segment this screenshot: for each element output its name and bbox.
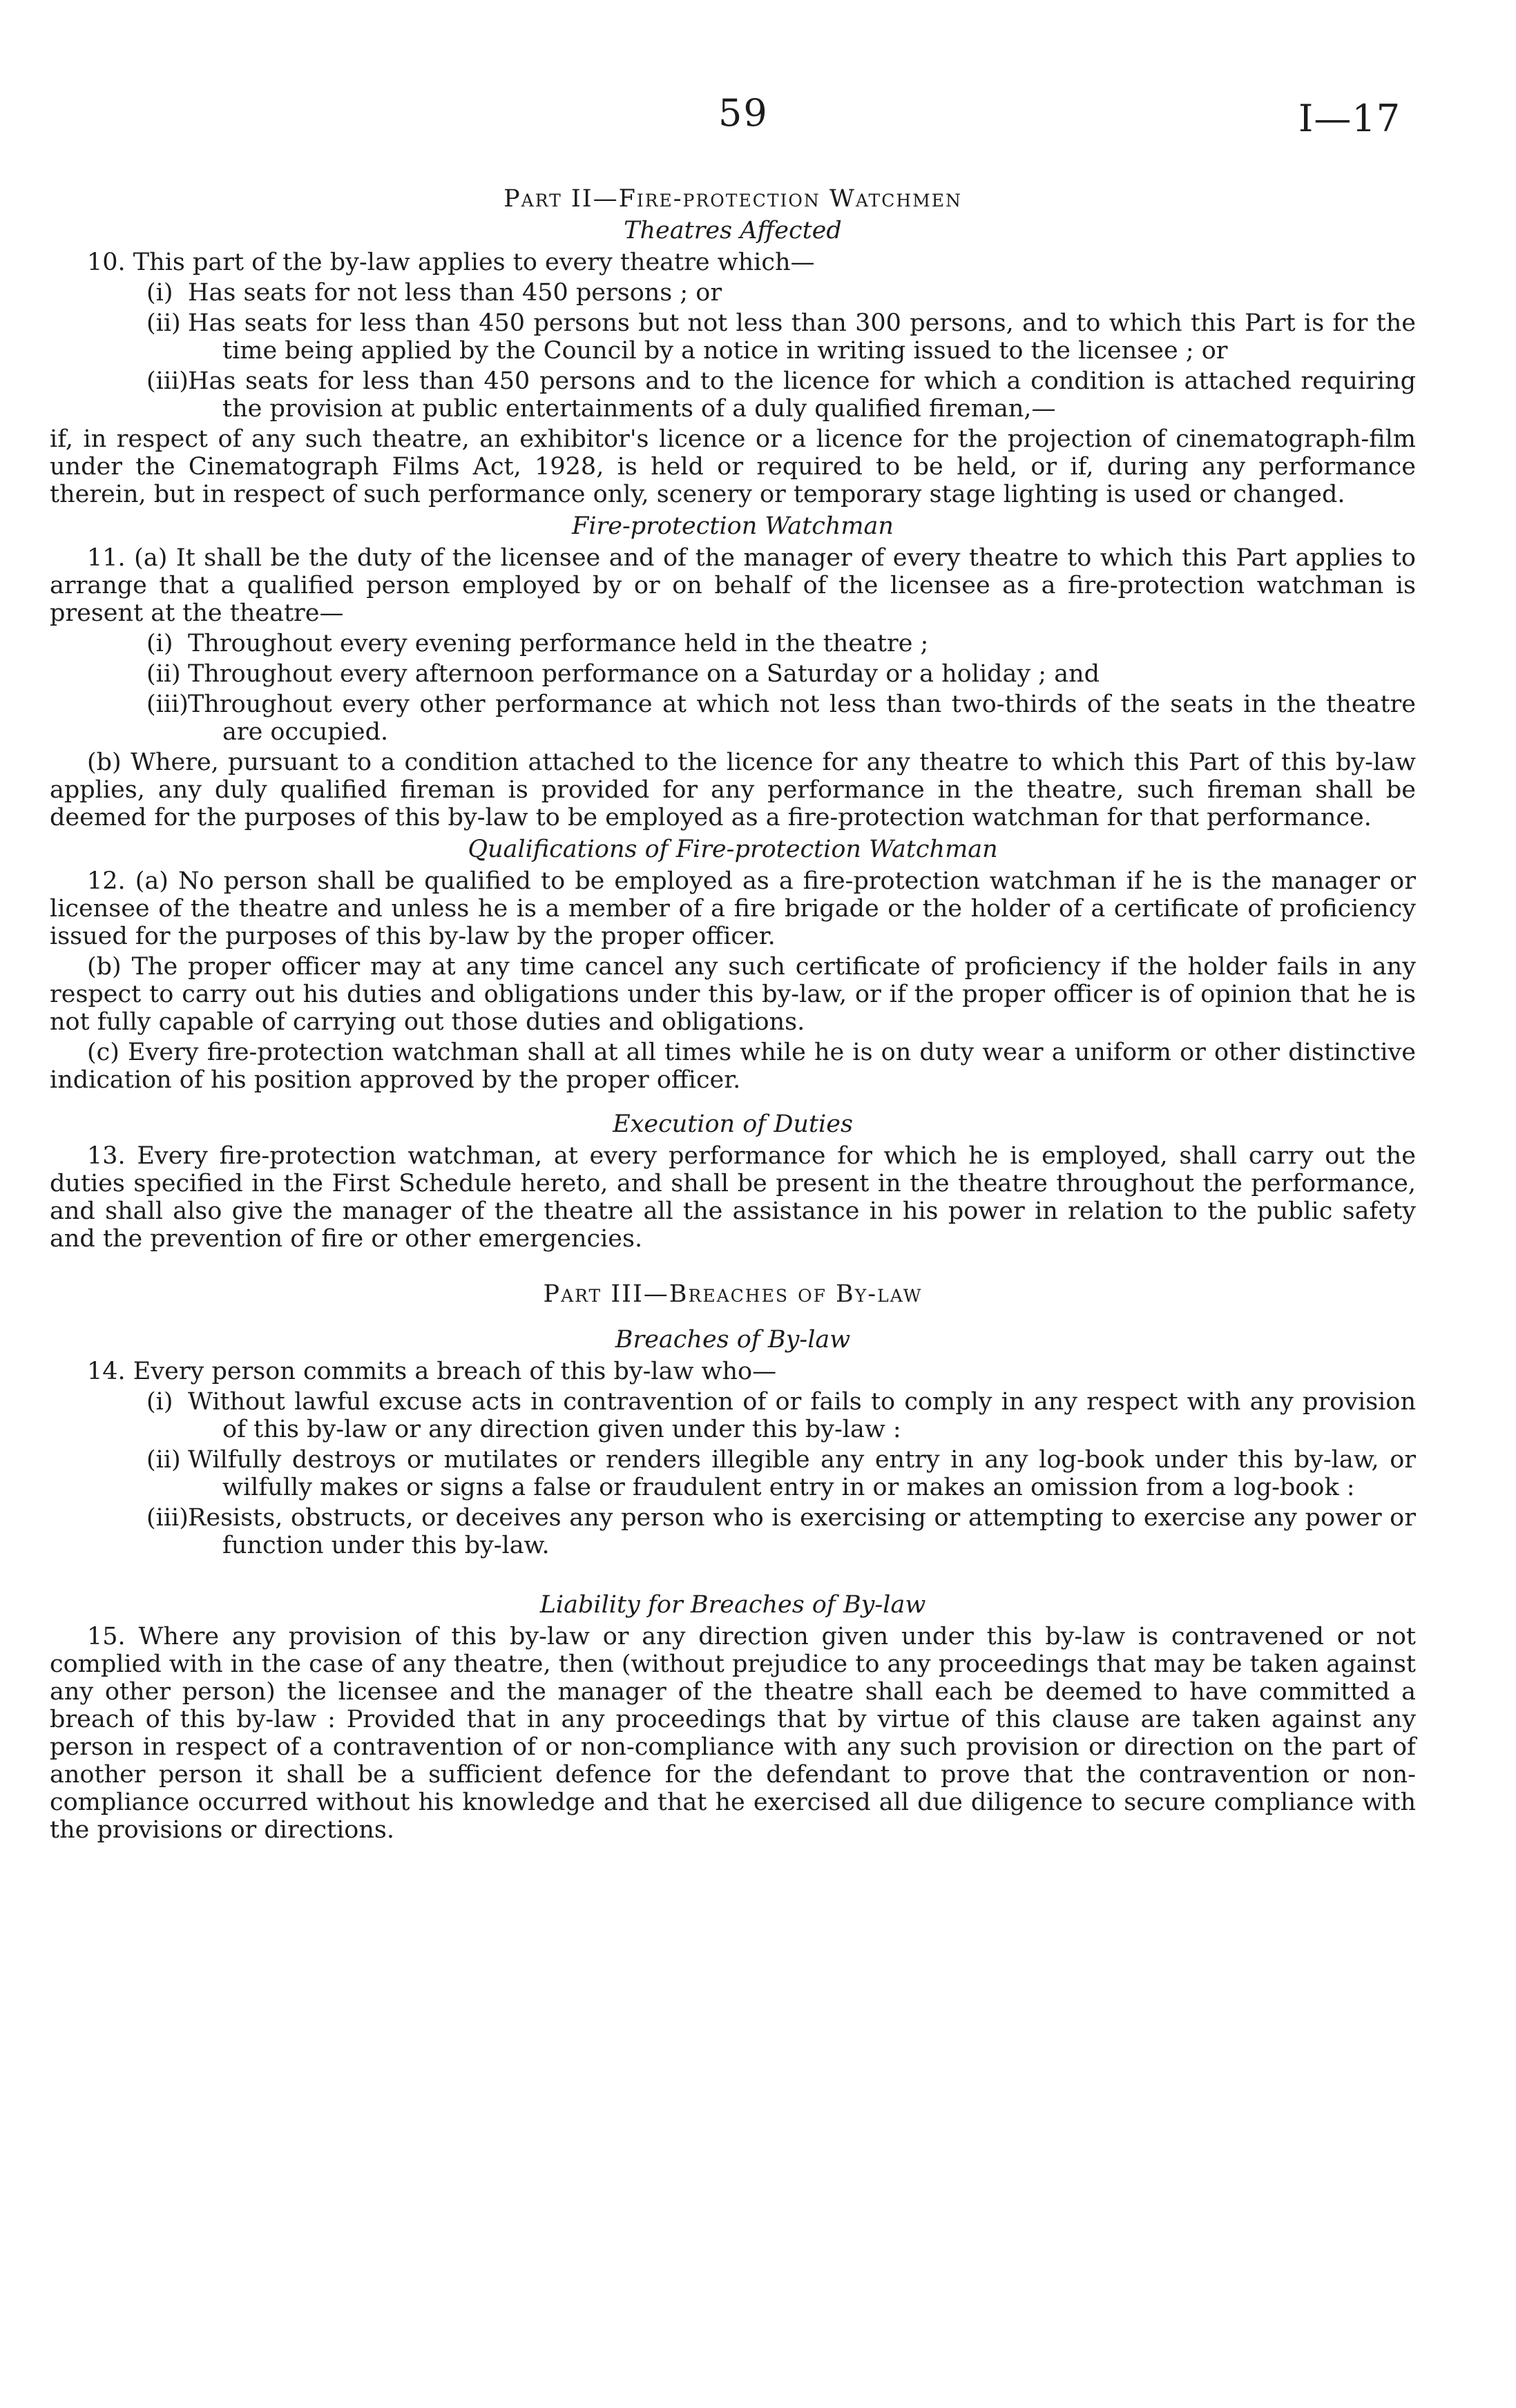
clause-10-item bbox=[50, 279, 1416, 307]
clause-12a: 12. (a) No person shall be qualified to be employed as a fire-protection watchman if he is the manager or licensee of the theatre and unless he is a member of a fire brigade or the holder of a certificate of proficiency issued for the purposes of this by-law by the proper officer. bbox=[50, 867, 1416, 950]
clause-11-item bbox=[50, 660, 1416, 688]
item-number: (i) bbox=[146, 1388, 173, 1416]
item-text: Without lawful excuse acts in contravention of or fails to comply in any respect with any provision of this by-law or any direction given under this by-law : bbox=[188, 1388, 1416, 1443]
clause-11b: (b) Where, pursuant to a condition attached to the licence for any theatre to which this Part of this by-law applies, any duly qualified fireman is provided for any performance in the theatre, such fireman shall be deemed for the purposes of this by-law to be employed as a fire-protection watchman for that performance. bbox=[50, 749, 1416, 831]
item-number: (iii) bbox=[146, 1504, 189, 1532]
item-text: Has seats for less than 450 persons and to the licence for which a condition is attached requiring the provision at public entertainments of a duly qualified fireman,— bbox=[188, 367, 1416, 423]
clause-15: 15. Where any provision of this by-law or any direction given under this by-law is contravened or not complied with in the case of any theatre, then (without prejudice to any proceedings that may be taken against any other person) the licensee and the manager of the theatre shall each be deemed to have committed a breach of this by-law : Provided that in any proceedings that by virtue of this clause are taken against any person in respect of a contravention of or non-compliance with any such provision or direction on the part of another person it shall be a sufficient defence for the defendant to prove that the contravention or non-compliance occurred without his knowledge and that he exercised all due diligence to secure compliance with the provisions or directions. bbox=[50, 1623, 1416, 1844]
item-number: (i) bbox=[146, 630, 173, 657]
item-number: (i) bbox=[146, 279, 173, 307]
clause-14-item bbox=[50, 1446, 1416, 1501]
item-text: Resists, obstructs, or deceives any person who is exercising or attempting to exercise any power or function under this by-law. bbox=[188, 1504, 1416, 1559]
item-text: Throughout every other performance at which not less than two-thirds of the seats in the theatre are occupied. bbox=[188, 691, 1416, 746]
heading-theatres-affected: Theatres Affected bbox=[624, 217, 842, 244]
clause-10-intro: 10. This part of the by-law applies to every theatre which— bbox=[87, 249, 815, 276]
item-text: Has seats for less than 450 persons but not less than 300 persons, and to which this Part is for the time being applied by the Council by a notice in writing issued to the licensee ; or bbox=[188, 309, 1416, 365]
clause-14-intro: 14. Every person commits a breach of this by-law who— bbox=[87, 1358, 777, 1385]
clause-10-item bbox=[50, 309, 1416, 365]
item-text: Throughout every evening performance held in the theatre ; bbox=[188, 630, 929, 657]
heading-fire-protection-watchman: Fire-protection Watchman bbox=[572, 512, 894, 540]
clause-10-item bbox=[50, 367, 1416, 423]
heading-qualifications: Qualifications of Fire-protection Watchman bbox=[468, 836, 998, 863]
clause-12c: (c) Every fire-protection watchman shall at all times while he is on duty wear a uniform or other distinctive indication of his position approved by the proper officer. bbox=[50, 1039, 1416, 1094]
item-number: (iii) bbox=[146, 367, 189, 395]
clause-10-tail: if, in respect of any such theatre, an exhibitor's licence or a licence for the projection of cinematograph-film under the Cinematograph Films Act, 1928, is held or required to be held, or if, during any performance therein, but in respect of such performance only, scenery or temporary stage lighting is used or changed. bbox=[50, 425, 1416, 508]
clause-11-item bbox=[50, 630, 1416, 657]
document-body bbox=[50, 185, 1416, 1847]
item-number: (ii) bbox=[146, 309, 181, 337]
heading-liability: Liability for Breaches of By-law bbox=[539, 1591, 926, 1619]
clause-12b: (b) The proper officer may at any time cancel any such certificate of proficiency if the holder fails in any respect to carry out his duties and obligations under this by-law, or if the proper officer is of opinion that he is not fully capable of carrying out those duties and obligations. bbox=[50, 953, 1416, 1036]
clause-13: 13. Every fire-protection watchman, at every performance for which he is employed, shall carry out the duties specified in the First Schedule hereto, and shall be present in the theatre throughout the performance, and shall also give the manager of the theatre all the assistance in his power in relation to the public safety and the prevention of fire or other emergencies. bbox=[50, 1142, 1416, 1253]
item-text: Has seats for not less than 450 persons ; or bbox=[188, 279, 722, 307]
item-text: Wilfully destroys or mutilates or renders illegible any entry in any log-book under this by-law, or wilfully makes or signs a false or fraudulent entry in or makes an omission from a log-book : bbox=[188, 1446, 1416, 1501]
heading-execution-of-duties: Execution of Duties bbox=[613, 1110, 853, 1138]
clause-14-item bbox=[50, 1504, 1416, 1559]
page-reference: I—17 bbox=[1298, 97, 1401, 140]
clause-14-item bbox=[50, 1388, 1416, 1443]
item-text: Throughout every afternoon performance on a Saturday or a holiday ; and bbox=[188, 660, 1100, 688]
clause-11-item bbox=[50, 691, 1416, 746]
item-number: (ii) bbox=[146, 1446, 181, 1474]
part-iii-title: Part III—Breaches of By-law bbox=[543, 1280, 923, 1308]
item-number: (iii) bbox=[146, 691, 189, 718]
part-ii-title: Part II—Fire-protection Watchmen bbox=[503, 185, 962, 213]
item-number: (ii) bbox=[146, 660, 181, 688]
page-number: 59 bbox=[718, 91, 769, 135]
clause-11a: 11. (a) It shall be the duty of the licensee and of the manager of every theatre to which this Part applies to arrange that a qualified person employed by or on behalf of the licensee as a fire-protection watchman is present at the theatre— bbox=[50, 544, 1416, 627]
heading-breaches: Breaches of By-law bbox=[615, 1326, 851, 1354]
